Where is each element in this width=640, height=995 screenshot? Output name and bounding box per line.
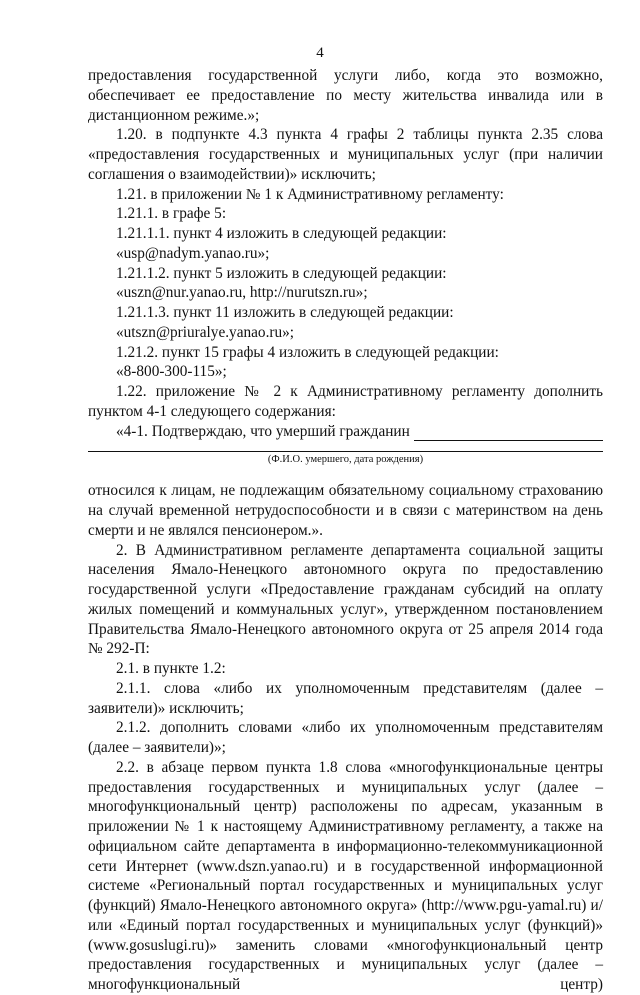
fill-row xyxy=(88,441,603,481)
paragraph-2-2: 2.2. в абзаце первом пункта 1.8 слова «многофункциональные центры предоставления государственных и муниципальных услуг (далее – многофункциональный центр) расположены по адресам, указанным в приложении № 1 к настоящему Административному регламенту, а также на официальном сайте департамента в информационно-телекоммуникационной сети Интернет (www.dszn.yanao.ru) и в государственной информационной системе «Региональный портал государственных и муниципальных услуг (функций) Ямало-Ненецкого автономного округа» (http://www.pgu-yamal.ru) и/или «Единый портал государственных и муниципальных услуг (функций)» (www.gosuslugi.ru)» заменить словами «многофункциональный центр предоставления государственных и муниципальных услуг (далее – многофункциональный центр) xyxy=(88,758,603,993)
paragraph-1-21-1-1: 1.21.1.1. пункт 4 изложить в следующей редакции: xyxy=(116,225,447,242)
paragraph-continuation: предоставления государственной услуги либо, когда это возможно, обеспечивает ее предоставление по месту жительства инвалида или в дистанционном режиме.»; xyxy=(88,67,603,124)
paragraph-2-1: 2.1. в пункте 1.2: xyxy=(116,660,226,677)
paragraph-1-21-1: 1.21.1. в графе 5: xyxy=(116,205,227,223)
paragraph-phone: «8-800-300-115»; xyxy=(116,363,227,381)
paragraph-2-1-1: 2.1.1. слова «либо их уполномоченным представителям (далее – заявители)» исключить; xyxy=(88,679,603,717)
paragraph-1-21-2: 1.21.2. пункт 15 графы 4 изложить в следующей редакции: xyxy=(116,343,499,361)
paragraph-email-nur: «uszn@nur.yanao.ru, http://nurutszn.ru»; xyxy=(116,284,368,302)
paragraph-2-1-2: 2.1.2. дополнить словами «либо их уполномоченным представителям (далее – заявители)»; xyxy=(88,719,603,756)
paragraph-1-21: 1.21. в приложении № 1 к Административному регламенту: xyxy=(116,185,504,203)
paragraph-1-21-1-3: 1.21.1.3. пункт 11 изложить в следующей редакции: xyxy=(116,304,454,321)
paragraph-email-priuralye: «utszn@priuralye.yanao.ru»; xyxy=(116,323,295,341)
paragraph-2: 2. В Административном регламенте департамента социальной защиты населения Ямало-Ненецкого автономного округа по предоставлению государственной услуги «Предоставление гражданам субсидий на оплату жилых помещений и коммунальных услуг», утвержденном постановлением Правительства Ямало-Ненецкого автономного округа от 25 апреля 2014 года № 292-П: xyxy=(88,541,603,658)
fill-underline xyxy=(88,451,603,452)
paragraph-1-20: 1.20. в подпункте 4.3 пункта 4 графы 2 таблицы пункта 2.35 слова «предоставления государственных и муниципальных услуг (при наличии соглашения о взаимодействии)» исключить; xyxy=(88,126,603,183)
paragraph-1-22: 1.22. приложение № 2 к Административному регламенту дополнить пунктом 4-1 следующего содержания: xyxy=(88,383,603,420)
paragraph-1-21-1-2: 1.21.1.2. пункт 5 изложить в следующей редакции: xyxy=(116,264,447,282)
name-blank-line xyxy=(414,425,603,441)
document-body xyxy=(88,66,603,995)
page-number: 4 xyxy=(316,45,324,61)
confirmation-text: «4-1. Подтверждаю, что умерший гражданин xyxy=(116,422,410,440)
fill-caption: (Ф.И.О. умершего, дата рождения) xyxy=(267,454,424,466)
paragraph-relation: относился к лицам, не подлежащим обязательному социальному страхованию на случай временной нетрудоспособности и в связи с материнством на день смерти и не являлся пенсионером.». xyxy=(88,482,603,539)
paragraph-email-nadym: «usp@nadym.yanao.ru»; xyxy=(116,244,270,262)
confirmation-line xyxy=(88,422,603,442)
